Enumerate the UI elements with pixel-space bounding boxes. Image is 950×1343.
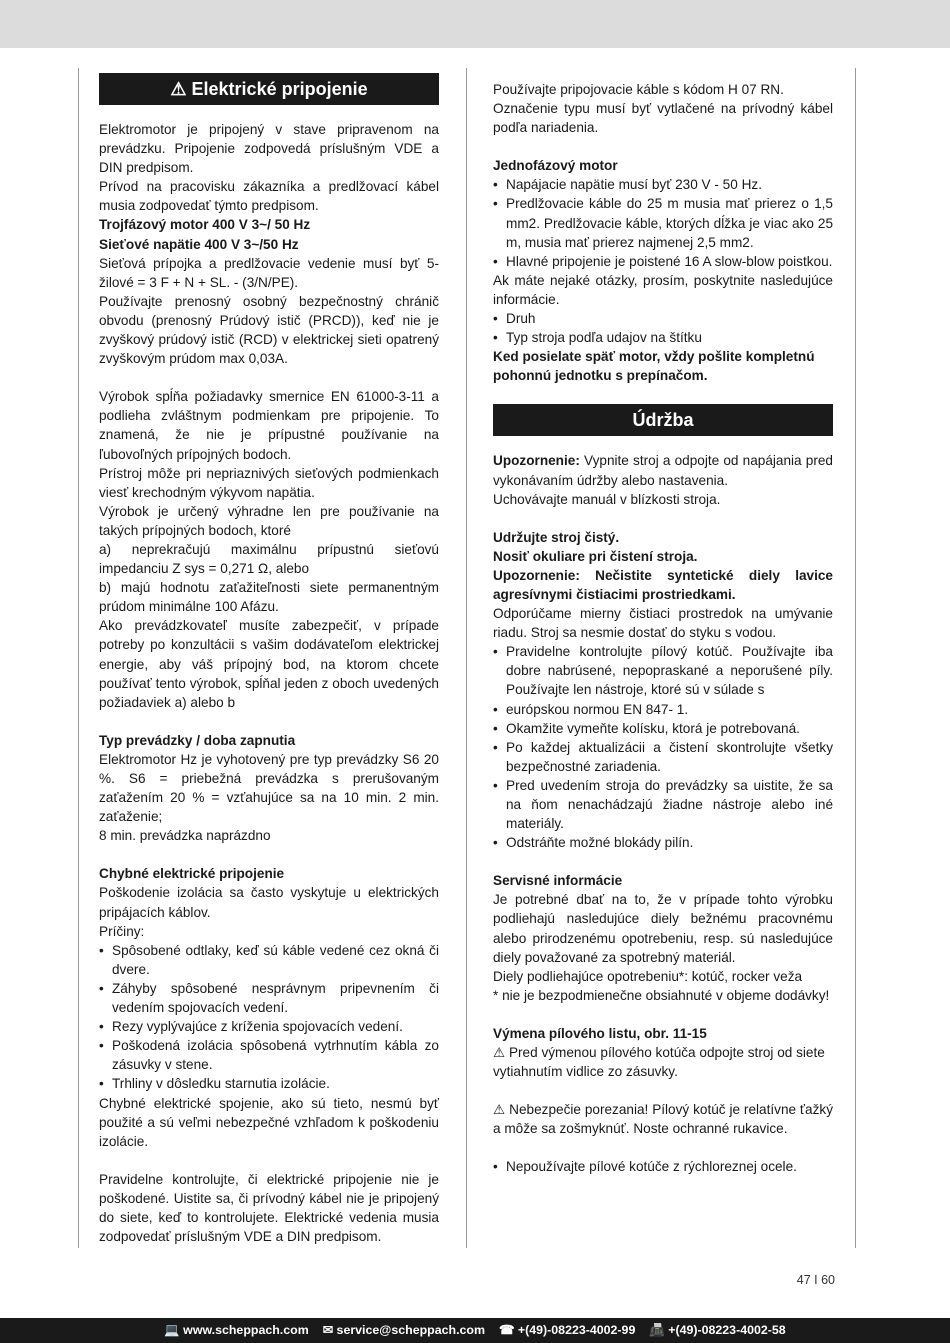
- bold-line: Trojfázový motor 400 V 3~/ 50 Hz: [99, 217, 311, 233]
- paragraph: Chybné elektrické spojenie, ako sú tieto, nesmú byť použité a sú veľmi nebezpečné vzhľadom k poškodeniu izolácie.: [99, 1095, 439, 1149]
- paragraph: Odporúčame mierny čistiaci prostredok na umývanie riadu. Stroj sa nesmie dostať do styku s vodou.: [493, 606, 833, 641]
- causes-list: [99, 941, 439, 1094]
- paragraph: Poškodenie izolácia sa často vyskytuje u elektrických pripájacích káblov.: [99, 885, 439, 920]
- info-list: [493, 309, 833, 347]
- bold-paragraph: Upozornenie: Nečistite syntetické diely lavice agresívnymi čistiacimi prostriedkami.: [493, 567, 833, 602]
- page-number: 47 I 60: [796, 1273, 835, 1287]
- paragraph: ⚠ Nebezpečie porezania! Pílový kotúč je relatívne ťažký a môže sa zošmyknúť. Noste ochranné rukavice.: [493, 1102, 833, 1137]
- maintenance-list: [493, 642, 833, 852]
- paragraph: Používajte pripojovacie káble s kódom H 07 RN.: [493, 82, 784, 97]
- paragraph: Výrobok spĺňa požiadavky smernice EN 61000-3-11 a podlieha zvláštnym podmienkam pre pripojenie. To znamená, že nie je prípustné používanie na ľubovoľných prípojných bodoch.: [99, 389, 439, 462]
- paragraph: Príčiny:: [99, 923, 145, 939]
- subheading-operation-type: Typ prevádzky / doba zapnutia: [99, 732, 296, 748]
- list-item: • Rezy vyplývajúce z kríženia spojovacích vedení.: [99, 1017, 439, 1036]
- footer-phone: ☎ +(49)-08223-4002-99: [499, 1323, 636, 1337]
- footer-bar: [0, 1318, 950, 1343]
- paragraph: Uchovávajte manuál v blízkosti stroja.: [493, 491, 721, 507]
- list-item: • Záhyby spôsobené nesprávnym pripevnením či vedením spojovacích vedení.: [99, 979, 439, 1017]
- left-column: [99, 73, 439, 1246]
- paragraph: Výrobok je určený výhradne len pre používanie na takých prípojných bodoch, ktoré: [99, 503, 439, 538]
- paragraph: Je potrebné dbať na to, že v prípade tohto výrobku podliehajú nasledujúce diely bežnému pracovnému alebo prirodzenému opotrebeniu, resp. sú nasledujúce diely považované za spotrebný materiál.: [493, 892, 833, 965]
- list-item: • Trhliny v dôsledku starnutia izolácie.: [99, 1074, 439, 1093]
- top-band: [0, 0, 950, 48]
- paragraph: b) majú hodnotu zaťažiteľnosti siete permanentným prúdom minimálne 100 Afázu.: [99, 580, 439, 615]
- footer-email[interactable]: ✉ service@scheppach.com: [322, 1323, 486, 1337]
- paragraph: Pravidelne kontrolujte, či elektrické pripojenie nie je poškodené. Uistite sa, či prívodný kábel nie je pripojený do siete, keď to kontrolujete. Elektrické vedenia musia zodpovedať príslušným VDE a DIN predpisom.: [99, 1171, 439, 1245]
- list-item: • Typ stroja podľa udajov na štítku: [493, 328, 833, 347]
- section-heading-electrical: ⚠ Elektrické pripojenie: [99, 73, 439, 105]
- paragraph: Ako prevádzkovateľ musíte zabezpečiť, v prípade potreby po konzultácii s vašim dodávateľom elektrickej energie, aby váš prípojný bod, na ktorom chcete používať tento výrobok, spĺňal jeden z oboch uvedených požiadaviek a) alebo b: [99, 618, 439, 710]
- list-item: • Druh: [493, 309, 833, 328]
- paragraph: Elektromotor je pripojený v stave pripravenom na prevádzku. Pripojenie zodpovedá príslušným VDE a DIN predpisom.: [99, 122, 439, 176]
- warning-text: Vypnite stroj a odpojte od napájania pred vykonávaním údržby alebo nastavenia.: [493, 453, 833, 488]
- list-item: • Spôsobené odtlaky, keď sú káble vedené cez okná či dvere.: [99, 941, 439, 979]
- paragraph: Sieťová prípojka a predlžovacie vedenie musí byť 5-žilové = 3 F + N + SL. - (3/N/PE).: [99, 255, 439, 290]
- bold-line: Sieťové napätie 400 V 3~/50 Hz: [99, 236, 299, 252]
- list-item: • európskou normou EN 847- 1.: [493, 700, 833, 719]
- paragraph: Označenie typu musí byť vytlačené na prívodný kábel podľa nariadenia.: [493, 101, 833, 136]
- paragraph: Elektromotor Hz je vyhotovený pre typ prevádzky S6 20 %. S6 = priebežná prevádzka s prerušovaným zaťažením 20 % = vzťahujúce sa na 10 min. 2 min. zaťaženie;: [99, 751, 439, 825]
- blade-list: [493, 1157, 833, 1176]
- right-margin-rule: [855, 68, 856, 1248]
- list-item: • Nepoužívajte pílové kotúče z rýchloreznej ocele.: [493, 1157, 833, 1176]
- paragraph: [493, 451, 833, 489]
- warning-label: Upozornenie:: [493, 453, 580, 469]
- left-margin-rule: [78, 68, 79, 1248]
- list-item: • Hlavné pripojenie je poistené 16 A slow-blow poistkou.: [493, 252, 833, 271]
- footer-website[interactable]: 💻 www.scheppach.com: [164, 1323, 309, 1337]
- footer-fax: 📠 +(49)-08223-4002-58: [649, 1323, 786, 1337]
- list-item: • Pred uvedením stroja do prevádzky sa uistite, že sa na ňom nenachádzajú žiadne nástroje alebo iné materiály.: [493, 776, 833, 833]
- paragraph: Prístroj môže pri nepriaznivých sieťových podmienkach viesť krechodným výkyvom napätia.: [99, 465, 439, 500]
- paragraph: Používajte prenosný osobný bezpečnostný chránič obvodu (prenosný Prúdový istič (PRCD)), keď nie je zvyškový prúdový istič (RCD) v elektrickej sieti opatrený zvyškovým prúdom max 0,03A.: [99, 293, 439, 367]
- list-item: • Odstráňte možné blokády pilín.: [493, 833, 833, 852]
- list-item: • Napájacie napätie musí byť 230 V - 50 Hz.: [493, 175, 833, 194]
- subheading-single-phase: Jednofázový motor: [493, 158, 618, 174]
- list-item: • Po každej aktualizácii a čistení skontrolujte všetky bezpečnostné zariadenia.: [493, 738, 833, 776]
- bold-line: Udržujte stroj čistý.: [493, 529, 620, 545]
- paragraph: 8 min. prevádzka naprázdno: [99, 828, 271, 844]
- right-column: [493, 80, 833, 1177]
- paragraph: Prívod na pracovisku zákazníka a predlžovací kábel musia zodpovedať týmto predpisom.: [99, 179, 439, 214]
- center-column-rule: [466, 68, 467, 1248]
- paragraph: ⚠ Pred výmenou pílového kotúča odpojte stroj od siete: [493, 1045, 825, 1061]
- bold-paragraph: Ked posielate späť motor, vždy pošlite kompletnú pohonnú jednotku s prepínačom.: [493, 349, 815, 384]
- subheading-blade-change: Výmena pílového listu, obr. 11-15: [493, 1025, 707, 1041]
- bold-line: Nosiť okuliare pri čistení stroja.: [493, 548, 698, 564]
- single-phase-list: [493, 175, 833, 270]
- list-item: • Pravidelne kontrolujte pílový kotúč. Používajte iba dobre nabrúsené, nepopraskané a neporušené píly. Používajte len nástroje, ktoré sú v súlade s: [493, 642, 833, 699]
- paragraph: Ak máte nejaké otázky, prosím, poskytnite nasledujúce informácie.: [493, 272, 833, 307]
- paragraph: vytiahnutím vidlice zo zásuvky.: [493, 1064, 678, 1080]
- subheading-service-info: Servisné informácie: [493, 873, 623, 889]
- list-item: • Predlžovacie káble do 25 m musia mať prierez o 1,5 mm2. Predlžovacie káble, ktorých dĺžka je viac ako 25 m, musia mať prierez najmenej 2,5 mm2.: [493, 194, 833, 251]
- list-item: • Okamžite vymeňte kolísku, ktorá je potrebovaná.: [493, 719, 833, 738]
- paragraph: * nie je bezpodmienečne obsiahnuté v objeme dodávky!: [493, 987, 830, 1003]
- section-heading-maintenance: Údržba: [493, 404, 833, 436]
- paragraph: Diely podliehajúce opotrebeniu*: kotúč, rocker veža: [493, 968, 803, 984]
- paragraph: a) neprekračujú maximálnu prípustnú sieťovú impedanciu Z sys = 0,271 Ω, alebo: [99, 541, 439, 577]
- subheading-faulty-connection: Chybné elektrické pripojenie: [99, 866, 285, 882]
- list-item: • Poškodená izolácia spôsobená vytrhnutím kábla zo zásuvky v stene.: [99, 1036, 439, 1074]
